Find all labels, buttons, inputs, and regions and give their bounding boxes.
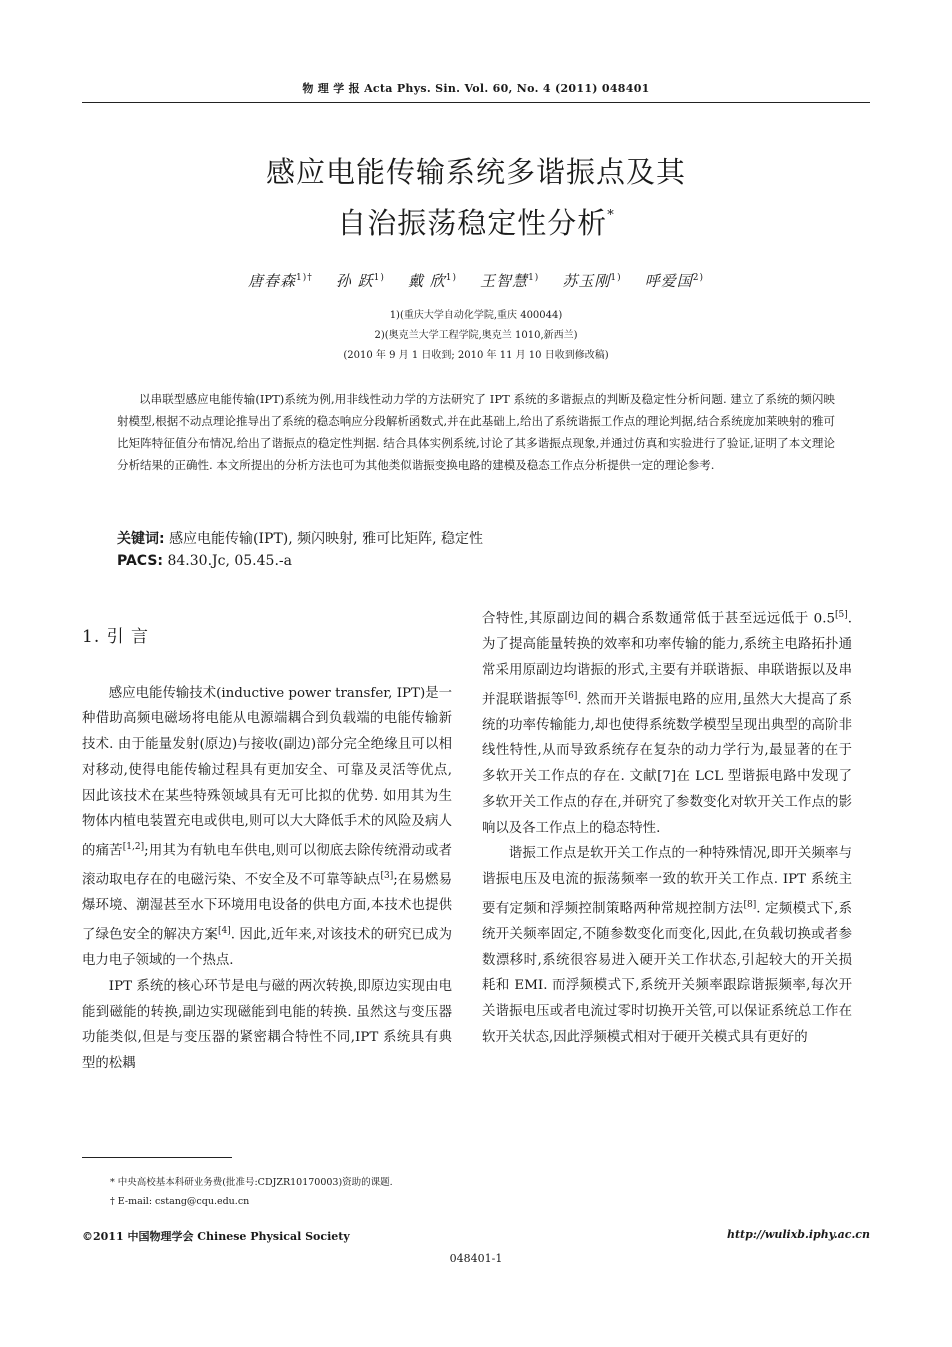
running-header: 物 理 学 报 Acta Phys. Sin. Vol. 60, No. 4 (2011) 048401 <box>302 82 650 95</box>
right-column <box>482 603 852 1050</box>
title-footnote-mark: * <box>607 208 615 223</box>
paragraph: 合特性,其原副边间的耦合系数通常低于甚至远远低于 0.5[5]. 为了提高能量转换的效率和功率传输的能力,系统主电路拓扑通常采用原副边均谐振的形式,主要有并联谐振、串联谐振以及串并混联谐振等[6]. 然而开关谐振电路的应用,虽然大大提高了系统的功率传输能力,却也使得系统数学模型呈现出典型的高阶非线性特性,从而导致系统存在复杂的动力学行为,最显著的在于多软开关工作点的存在. 文献[7]在 LCL 型谐振电路中发现了多软开关工作点的存在,并研究了参数变化对软开关工作点的影响以及各工作点上的稳态特性. <box>482 610 852 836</box>
abstract: 以串联型感应电能传输(IPT)系统为例,用非线性动力学的方法研究了 IPT 系统的多谐振点的判断及稳定性分析问题. 建立了系统的频闪映射模型,根据不动点理论推导出了系统的稳态响应分段解析函数式,并在此基础上,给出了系统谐振工作点的理论判据,结合系统庞加莱映射的雅可比矩阵特征值分布情况,给出了谐振点的稳定性判据. 结合具体实例系统,讨论了其多谐振点现象,并通过仿真和实验进行了验证,证明了本文理论分析结果的正确性. 本文所提出的分析方法也可为其他类似谐振变换电路的建模及稳态工作点分析提供一定的理论参考. <box>117 392 835 472</box>
paragraph: 感应电能传输技术(inductive power transfer, IPT)是一种借助高频电磁场将电能从电源端耦合到负载端的电能传输新技术. 由于能量发射(原边)与接收(副边)部分完全绝缘且可以相对移动,使得电能传输过程具有更加安全、可靠及灵活等优点,因此该技术在某些特殊领域具有无可比拟的优势. 如用其为生物体内植电装置充电或供电,则可以大大降低手术的风险及病人的痛苦[1,2];用其为有轨电车供电,则可以彻底去除传统滑动或者滚动取电存在的电磁污染、不安全及不可靠等缺点[3];在易燃易爆环境、潮湿甚至水下环境用电设备的供电方面,本技术也提供了绿色安全的解决方案[4]. 因此,近年来,对该技术的研究已成为电力电子领域的一个热点. <box>82 685 453 969</box>
affiliation-1: 1)(重庆大学自动化学院,重庆 400044) <box>389 310 563 321</box>
left-column <box>82 603 452 1077</box>
keywords-label: 关键词: <box>117 531 165 547</box>
pacs-text: 84.30.Jc, 05.45.-a <box>167 553 292 569</box>
author: 孙 跃$^{1)}$ <box>335 272 385 290</box>
page-number: 048401-1 <box>449 1252 503 1265</box>
citation: [8] <box>743 899 757 910</box>
keywords <box>117 528 835 548</box>
title-line-1: 感应电能传输系统多谐振点及其 <box>265 155 686 189</box>
keywords-text: 感应电能传输(IPT), 频闪映射, 雅可比矩阵, 稳定性 <box>169 531 483 547</box>
citation: [4] <box>217 925 231 936</box>
paper-title <box>82 150 870 245</box>
citation: [1,2] <box>122 841 145 852</box>
received-dates: (2010 年 9 月 1 日收到; 2010 年 11 月 10 日收到修改稿) <box>343 350 609 361</box>
pacs <box>117 553 835 569</box>
copyright: ©2011 中国物理学会 Chinese Physical Society <box>82 1230 350 1243</box>
affiliation-2: 2)(奥克兰大学工程学院,奥克兰 1010,新西兰) <box>374 330 578 341</box>
journal-url[interactable]: http://wulixb.iphy.ac.cn <box>726 1228 870 1241</box>
title-line-2 <box>82 194 870 245</box>
footnote-email: † E-mail: cstang@cqu.edu.cn <box>110 1196 250 1207</box>
author: 戴 欣$^{1)}$ <box>407 272 457 290</box>
paragraph: 谐振工作点是软开关工作点的一种特殊情况,即开关频率与谐振电压及电流的振荡频率一致的软开关工作点. IPT 系统主要有定频和浮频控制策略两种常规控制方法[8]. 定频模式下,系统开关频率固定,不随参数变化而变化,因此,在负载切换或者参数漂移时,系统很容易进入硬开关工作状态,引起较大的开关损耗和 EMI. 而浮频模式下,系统开关频率跟踪谐振频率,每次开关谐振电压或者电流过零时切换开关管,可以保证系统总工作在软开关状态,因此浮频模式相对于硬开关模式具有更好的 <box>482 846 852 1045</box>
paragraph: IPT 系统的核心环节是电与磁的两次转换,即原边实现由电能到磁能的转换,副边实现磁能到电能的转换. 虽然这与变压器功能类似,但是与变压器的紧密耦合特性不同,IPT 系统具有典型的松耦 <box>82 978 452 1071</box>
author: 苏玉刚$^{1)}$ <box>562 272 622 290</box>
author-list <box>82 270 870 291</box>
author: 王智慧$^{1)}$ <box>480 272 540 290</box>
section-heading: 1. 引 言 <box>82 627 150 647</box>
citation: [3] <box>380 871 394 882</box>
citation: [6] <box>564 690 578 701</box>
footnote-rule <box>82 1157 232 1158</box>
citation: [5] <box>834 610 848 620</box>
footnote-funding: * 中央高校基本科研业务费(批准号:CDJZR10170003)资助的课题. <box>110 1177 393 1188</box>
author: 呼爱国$^{2)}$ <box>644 272 704 290</box>
header-rule <box>82 102 870 103</box>
pacs-label: PACS: <box>117 553 164 569</box>
title-line-2-text: 自治振荡稳定性分析 <box>337 206 608 240</box>
author: 唐春森$^{1)\dagger}$ <box>247 272 313 290</box>
